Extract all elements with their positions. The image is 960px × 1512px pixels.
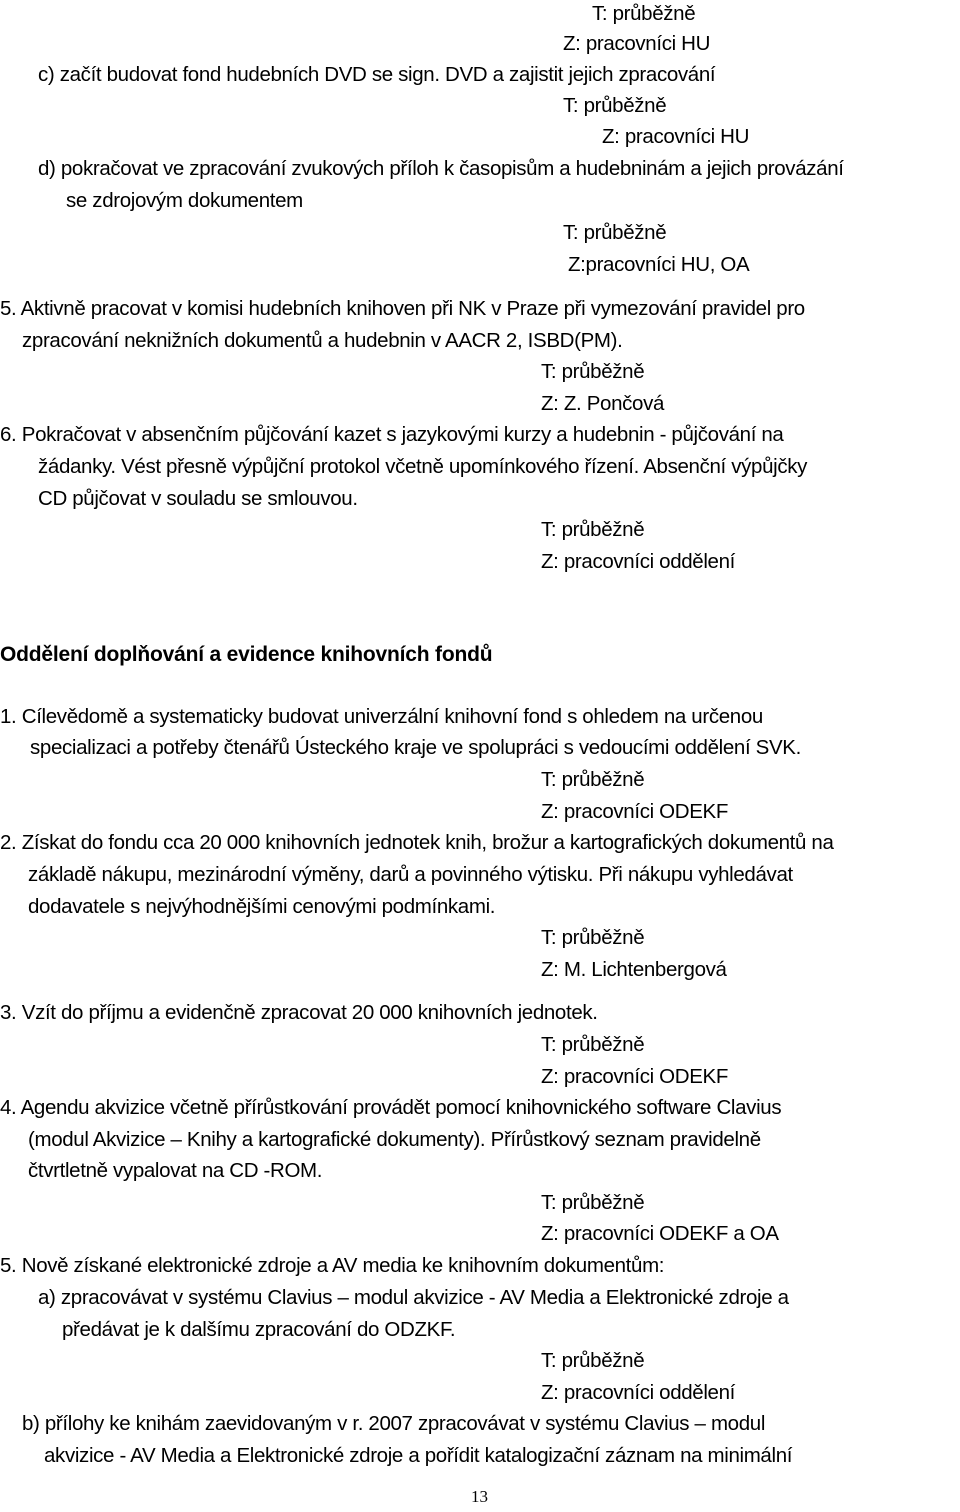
task-6-line-1: 6. Pokračovat v absenčním půjčování kazet s jazykovými kurzy a hudebnin - půjčování na bbox=[0, 423, 784, 446]
deadline-line: T: průběžně bbox=[563, 221, 667, 244]
responsible-line: Z: pracovníci ODEKF bbox=[541, 1065, 729, 1088]
page-number: 13 bbox=[471, 1487, 488, 1506]
responsible-line: Z: pracovníci oddělení bbox=[541, 550, 735, 573]
responsible-line: Z: pracovníci HU bbox=[602, 125, 750, 148]
responsible-line: Z:pracovníci HU, OA bbox=[568, 253, 750, 276]
responsible-line: Z: pracovníci ODEKF a OA bbox=[541, 1222, 779, 1245]
task-line-d: d) pokračovat ve zpracování zvukových příloh k časopisům a hudebninám a jejich provázání bbox=[38, 157, 844, 180]
item-3-line-1: 3. Vzít do příjmu a evidenčně zpracovat 20 000 knihovních jednotek. bbox=[0, 1001, 598, 1024]
task-5-line-1: 5. Aktivně pracovat v komisi hudebních knihoven při NK v Praze při vymezování pravidel pro bbox=[0, 297, 805, 320]
deadline-line: T: průběžně bbox=[541, 1349, 645, 1372]
section-heading: Oddělení doplňování a evidence knihovních fondů bbox=[0, 643, 493, 666]
task-line-c: c) začít budovat fond hudebních DVD se sign. DVD a zajistit jejich zpracování bbox=[38, 63, 716, 86]
deadline-line: T: průběžně bbox=[541, 518, 645, 541]
task-6-line-2: žádanky. Vést přesně výpůjční protokol včetně upomínkového řízení. Absenční výpůjčky bbox=[38, 455, 808, 478]
task-5-line-2: zpracování neknižních dokumentů a hudebnin v AACR 2, ISBD(PM). bbox=[22, 329, 623, 352]
responsible-line: Z: M. Lichtenbergová bbox=[541, 958, 727, 981]
item-4-line-3: čtvrtletně vypalovat na CD -ROM. bbox=[28, 1159, 323, 1182]
item-2-line-2: základě nákupu, mezinárodní výměny, darů a povinného výtisku. Při nákupu vyhledávat bbox=[28, 863, 793, 886]
deadline-line: T: průběžně bbox=[541, 1191, 645, 1214]
item-5b-line-2: akvizice - AV Media a Elektronické zdroje a pořídit katalogizační záznam na minimální bbox=[44, 1444, 793, 1467]
deadline-line: T: průběžně bbox=[541, 768, 645, 791]
item-5a-line-1: a) zpracovávat v systému Clavius – modul akvizice - AV Media a Elektronické zdroje a bbox=[38, 1286, 789, 1309]
responsible-line: Z: Z. Pončová bbox=[541, 392, 665, 415]
deadline-line: T: průběžně bbox=[592, 2, 696, 25]
responsible-line: Z: pracovníci HU bbox=[563, 32, 711, 55]
item-2-line-1: 2. Získat do fondu cca 20 000 knihovních jednotek knih, brožur a kartografických dokumentů na bbox=[0, 831, 834, 854]
deadline-line: T: průběžně bbox=[563, 94, 667, 117]
deadline-line: T: průběžně bbox=[541, 360, 645, 383]
task-line-d-continued: se zdrojovým dokumentem bbox=[66, 189, 303, 212]
task-6-line-3: CD půjčovat v souladu se smlouvou. bbox=[38, 487, 358, 510]
responsible-line: Z: pracovníci oddělení bbox=[541, 1381, 735, 1404]
item-1-line-1: 1. Cílevědomě a systematicky budovat univerzální knihovní fond s ohledem na určenou bbox=[0, 705, 763, 728]
item-2-line-3: dodavatele s nejvýhodnějšími cenovými podmínkami. bbox=[28, 895, 496, 918]
item-1-line-2: specializaci a potřeby čtenářů Ústeckého kraje ve spolupráci s vedoucími oddělení SVK. bbox=[30, 736, 801, 759]
deadline-line: T: průběžně bbox=[541, 1033, 645, 1056]
item-4-line-2: (modul Akvizice – Knihy a kartografické dokumenty). Přírůstkový seznam pravidelně bbox=[28, 1128, 761, 1151]
deadline-line: T: průběžně bbox=[541, 926, 645, 949]
item-5b-line-1: b) přílohy ke knihám zaevidovaným v r. 2007 zpracovávat v systému Clavius – modul bbox=[22, 1412, 766, 1435]
item-5a-line-2: předávat je k dalšímu zpracování do ODZKF. bbox=[62, 1318, 456, 1341]
item-4-line-1: 4. Agendu akvizice včetně přírůstkování provádět pomocí knihovnického software Clavius bbox=[0, 1096, 782, 1119]
responsible-line: Z: pracovníci ODEKF bbox=[541, 800, 729, 823]
item-5-line-1: 5. Nově získané elektronické zdroje a AV media ke knihovním dokumentům: bbox=[0, 1254, 665, 1277]
